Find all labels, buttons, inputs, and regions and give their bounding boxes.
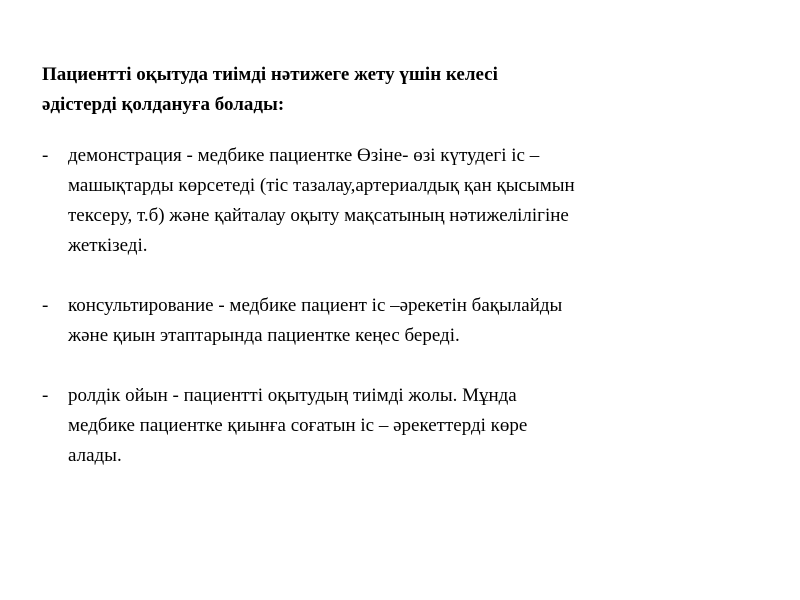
bullet-line: алады. — [68, 445, 122, 466]
bullet-line: консультирование - медбике пациент іс –әрекетін бақылайды — [68, 295, 563, 316]
dash-marker: - — [42, 295, 49, 316]
bullet-line: машықтарды көрсетеді (тіс тазалау,артериалдық қан қысымын — [68, 175, 575, 196]
bullet-line: тексеру, т.б) және қайталау оқыту мақсатының нәтижелілігіне — [68, 205, 569, 226]
bullet-list — [42, 141, 762, 471]
slide-heading — [42, 60, 742, 120]
bullet-line: медбике пациентке қиынға соғатын іс – әрекеттерді көре — [68, 415, 528, 436]
bullet-line: ролдік ойын - пациентті оқытудың тиімді жолы. Мұнда — [68, 385, 517, 406]
bullet-consulting — [42, 291, 762, 351]
bullet-role-play — [42, 381, 762, 471]
bullet-line: және қиын этаптарында пациентке кеңес береді. — [68, 325, 460, 346]
dash-marker: - — [42, 145, 49, 166]
bullet-line: жеткізеді. — [68, 235, 148, 256]
heading-line: әдістерді қолдануға болады: — [42, 94, 285, 115]
bullet-demonstration — [42, 141, 762, 261]
heading-line: Пациентті оқытуда тиімді нәтижеге жету үшін келесі — [42, 64, 498, 85]
bullet-line: демонстрация - медбике пациентке Өзіне- өзі күтудегі іс – — [68, 145, 540, 166]
dash-marker: - — [42, 385, 49, 406]
